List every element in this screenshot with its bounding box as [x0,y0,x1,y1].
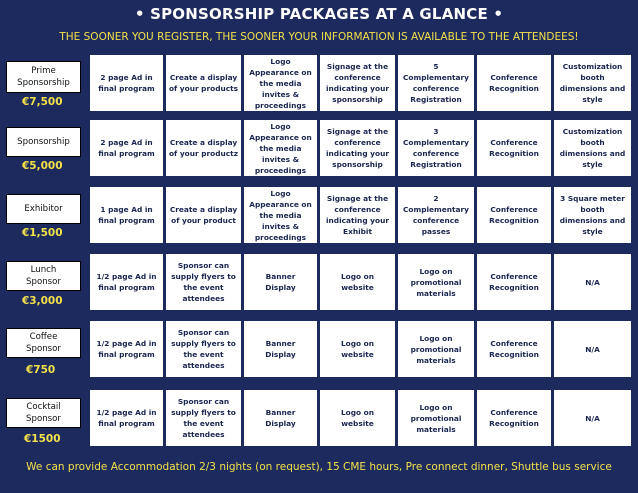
benefit-logo: Logo Appearance on the media invites & proceedings [244,187,317,243]
benefit-signage: Signage at the conference indicating your sponsorship [320,120,395,176]
benefit-ad: 2 page Ad in final program [90,120,163,176]
page-title: • SPONSORSHIP PACKAGES AT A GLANCE • [134,5,504,23]
package-row-prime-sponsorship [0,55,638,115]
benefit-booth: Customization booth dimensions and style [554,120,631,176]
package-row-coffee-sponsor [0,321,638,381]
package-price: €3,000 [22,295,63,307]
benefit-banner: Banner Display [244,254,317,310]
package-name: Cocktail Sponsor [6,398,81,428]
benefit-logo: Logo Appearance on the media invites & proceedings [244,55,317,111]
benefit-recognition: Conference Recognition [477,390,551,446]
benefit-display: Create a display of your product [166,187,241,243]
benefit-passes: 2 Complementary conference passes [398,187,474,243]
benefit-registration: 3 Complementary conference Registration [398,120,474,176]
package-row-exhibitor [0,187,638,247]
benefit-banner: Banner Display [244,321,317,377]
benefit-booth: 3 Square meter booth dimensions and style [554,187,631,243]
benefit-display: Create a display of your productz [166,120,241,176]
benefit-recognition: Conference Recognition [477,55,551,111]
benefit-website-logo: Logo on website [320,390,395,446]
benefit-recognition: Conference Recognition [477,254,551,310]
package-row-sponsorship [0,120,638,180]
benefit-flyers: Sponsor can supply flyers to the event attendees [166,390,241,446]
package-name: Coffee Sponsor [6,328,81,358]
benefit-promo-materials: Logo on promotional materials [398,254,474,310]
package-name: Exhibitor [6,194,81,224]
benefit-registration: 5 Complementary conference Registration [398,55,474,111]
package-price: €1500 [24,433,61,445]
benefit-ad: 1 page Ad in final program [90,187,163,243]
footer-note: We can provide Accommodation 2/3 nights (on request), 15 CME hours, Pre connect dinner, Shuttle bus service [26,461,612,473]
package-row-cocktail-sponsor [0,390,638,450]
benefit-promo-materials: Logo on promotional materials [398,321,474,377]
benefit-recognition: Conference Recognition [477,321,551,377]
benefit-website-logo: Logo on website [320,254,395,310]
benefit-display: Create a display of your products [166,55,241,111]
benefit-promo-materials: Logo on promotional materials [398,390,474,446]
package-price: €1,500 [22,227,63,239]
benefit-ad: 1/2 page Ad in final program [90,321,163,377]
benefit-ad: 1/2 page Ad in final program [90,254,163,310]
package-price: €750 [26,364,56,376]
benefit-logo: Logo Appearance on the media invites & proceedings [244,120,317,176]
package-price: €5,000 [22,160,63,172]
package-name: Prime Sponsorship [6,61,81,93]
benefit-signage: Signage at the conference indicating your Exhibit [320,187,395,243]
benefit-signage: Signage at the conference indicating your sponsorship [320,55,395,111]
benefit-recognition: Conference Recognition [477,120,551,176]
benefit-na: N/A [554,254,631,310]
benefit-booth: Customization booth dimensions and style [554,55,631,111]
benefit-banner: Banner Display [244,390,317,446]
benefit-recognition: Conference Recognition [477,187,551,243]
benefit-flyers: Sponsor can supply flyers to the event attendees [166,254,241,310]
benefit-na: N/A [554,390,631,446]
benefit-ad: 1/2 page Ad in final program [90,390,163,446]
package-name: Lunch Sponsor [6,261,81,291]
package-name: Sponsorship [6,127,81,157]
benefit-na: N/A [554,321,631,377]
benefit-website-logo: Logo on website [320,321,395,377]
benefit-ad: 2 page Ad in final program [90,55,163,111]
page-subtitle: THE SOONER YOU REGISTER, THE SOONER YOUR INFORMATION IS AVAILABLE TO THE ATTENDEES! [59,31,579,43]
package-row-lunch-sponsor [0,254,638,314]
benefit-flyers: Sponsor can supply flyers to the event attendees [166,321,241,377]
package-price: €7,500 [22,96,63,108]
